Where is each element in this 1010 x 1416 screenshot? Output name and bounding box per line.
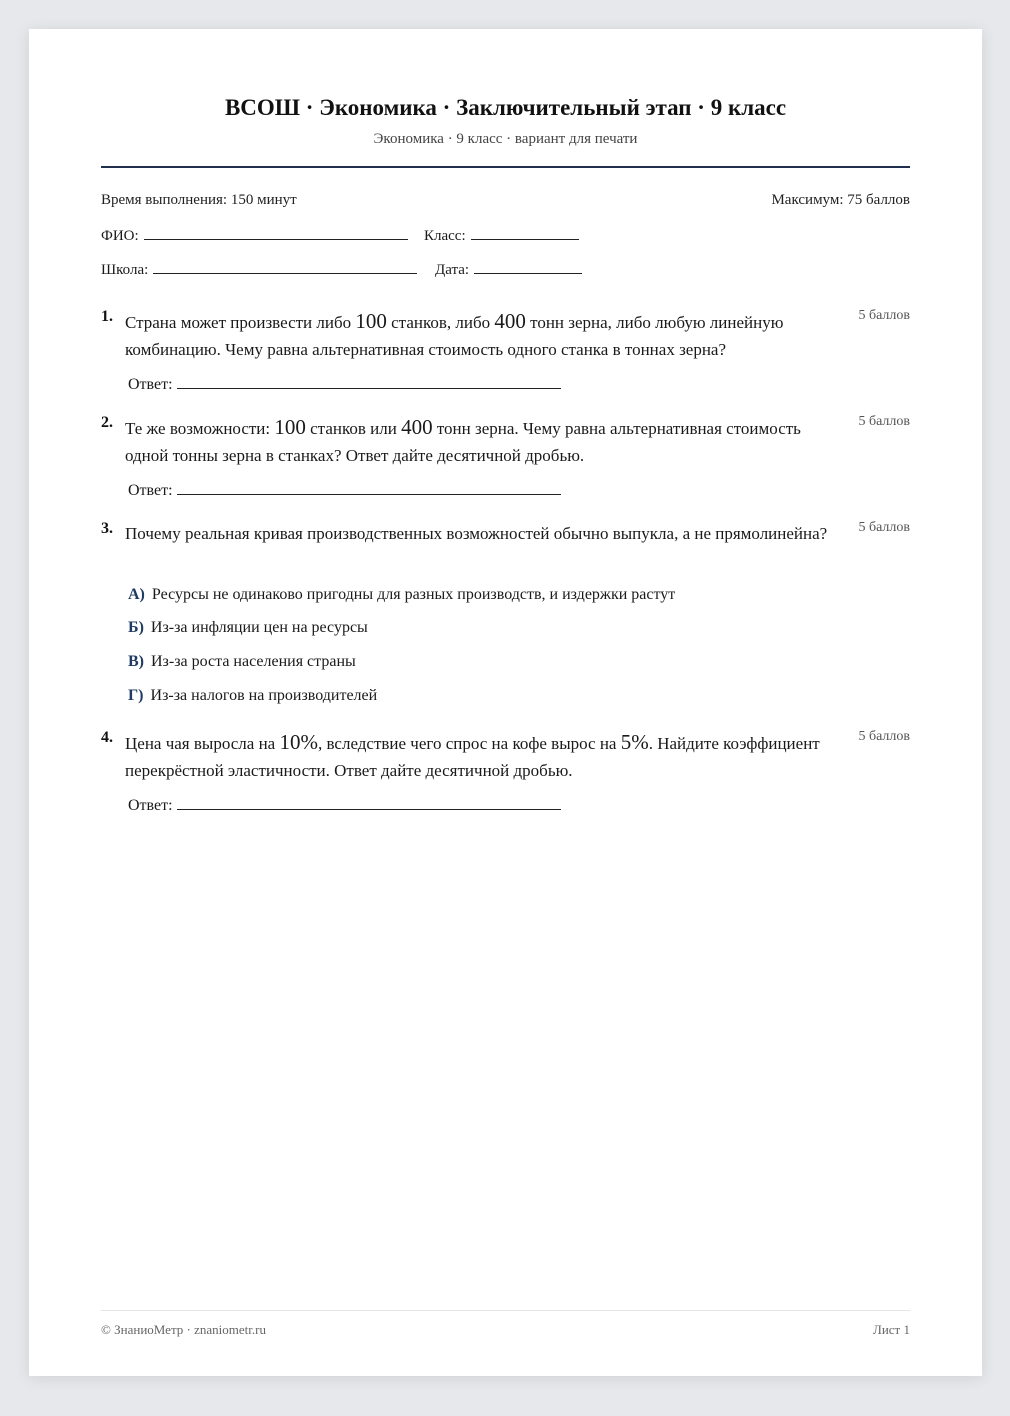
- answer-line[interactable]: [177, 480, 561, 495]
- option-text: Ресурсы не одинаково пригодны для разных производств, и издержки растут: [151, 586, 676, 603]
- option-d[interactable]: [128, 687, 377, 705]
- math-number: 400: [494, 309, 526, 333]
- option-text: Из-за инфляции цен на ресурсы: [150, 619, 368, 636]
- option-c[interactable]: [128, 653, 356, 671]
- text-run: Цена чая выросла на: [125, 734, 280, 753]
- text-run: тонн зерна. Чему равна альтернативная стоимость одной тонны зерна в станках? Ответ дайте десятичной дробью.: [125, 419, 801, 465]
- text-run: . Найдите коэффициент перекрёстной эластичности. Ответ дайте десятичной дробью.: [125, 734, 820, 780]
- option-b[interactable]: [128, 619, 368, 637]
- footer-page-number: Лист 1: [873, 1322, 910, 1337]
- text-run: станков, либо: [386, 313, 495, 332]
- class-line[interactable]: [471, 225, 579, 240]
- option-text: Из-за налогов на производителей: [150, 687, 378, 704]
- footer-copyright: © ЗнаниоМетр · znaniometr.ru: [101, 1322, 266, 1337]
- math-number: 100: [274, 415, 306, 439]
- page-subtitle: Экономика · 9 класс · вариант для печати: [373, 131, 638, 147]
- question-text: [125, 520, 847, 547]
- question-number: 3.: [101, 520, 113, 537]
- footer-divider: [101, 1310, 910, 1311]
- fio-line[interactable]: [144, 225, 408, 240]
- math-number: 400: [401, 415, 433, 439]
- option-letter: В): [128, 653, 144, 670]
- school-label: Школа:: [101, 262, 149, 278]
- question-points: 5 баллов: [858, 520, 910, 535]
- school-field[interactable]: [101, 259, 417, 279]
- school-line[interactable]: [153, 259, 417, 274]
- max-score: Максимум: 75 баллов: [771, 192, 910, 208]
- math-number: 10%: [279, 730, 318, 754]
- text-run: станков или: [305, 419, 402, 438]
- text-run: Страна может произвести либо: [125, 313, 356, 332]
- question-points: 5 баллов: [858, 729, 910, 744]
- question-text: [125, 729, 847, 784]
- answer-label: Ответ:: [128, 797, 173, 814]
- option-a[interactable]: [128, 586, 675, 604]
- text-run: , вследствие чего спрос на кофе вырос на: [317, 734, 621, 753]
- question-number: 1.: [101, 308, 113, 325]
- question-points: 5 баллов: [858, 414, 910, 429]
- fio-label: ФИО:: [101, 228, 139, 244]
- date-field[interactable]: [435, 259, 582, 279]
- sheet-content: [101, 29, 910, 1376]
- answer-line[interactable]: [177, 374, 561, 389]
- question-number: 2.: [101, 414, 113, 431]
- question-number: 4.: [101, 729, 113, 746]
- answer-line[interactable]: [177, 795, 561, 810]
- text-run: тонн зерна, либо любую линейную комбинацию. Чему равна альтернативная стоимость одного станка в тоннах зерна?: [125, 313, 784, 359]
- math-number: 5%: [620, 730, 649, 754]
- exam-sheet: [29, 29, 982, 1376]
- math-number: 100: [355, 309, 387, 333]
- date-line[interactable]: [474, 259, 582, 274]
- answer-field[interactable]: [128, 480, 561, 500]
- answer-label: Ответ:: [128, 376, 173, 393]
- question-points: 5 баллов: [858, 308, 910, 323]
- question-text: [125, 308, 847, 363]
- fio-field[interactable]: [101, 225, 408, 245]
- option-letter: Г): [128, 687, 144, 704]
- page-title: ВСОШ · Экономика · Заключительный этап · 9 класс: [224, 95, 787, 120]
- question-text: [125, 414, 847, 469]
- answer-label: Ответ:: [128, 482, 173, 499]
- time-limit: Время выполнения: 150 минут: [101, 192, 297, 208]
- option-text: Из-за роста населения страны: [151, 653, 356, 670]
- answer-field[interactable]: [128, 374, 561, 394]
- text-run: Почему реальная кривая производственных возможностей обычно выпукла, а не прямолинейна?: [125, 524, 828, 543]
- class-label: Класс:: [424, 228, 466, 244]
- answer-field[interactable]: [128, 795, 561, 815]
- class-field[interactable]: [424, 225, 579, 245]
- option-letter: Б): [128, 619, 144, 636]
- date-label: Дата:: [435, 262, 470, 278]
- header-divider: [101, 166, 910, 168]
- text-run: Те же возможности:: [125, 419, 275, 438]
- option-letter: А): [128, 586, 145, 603]
